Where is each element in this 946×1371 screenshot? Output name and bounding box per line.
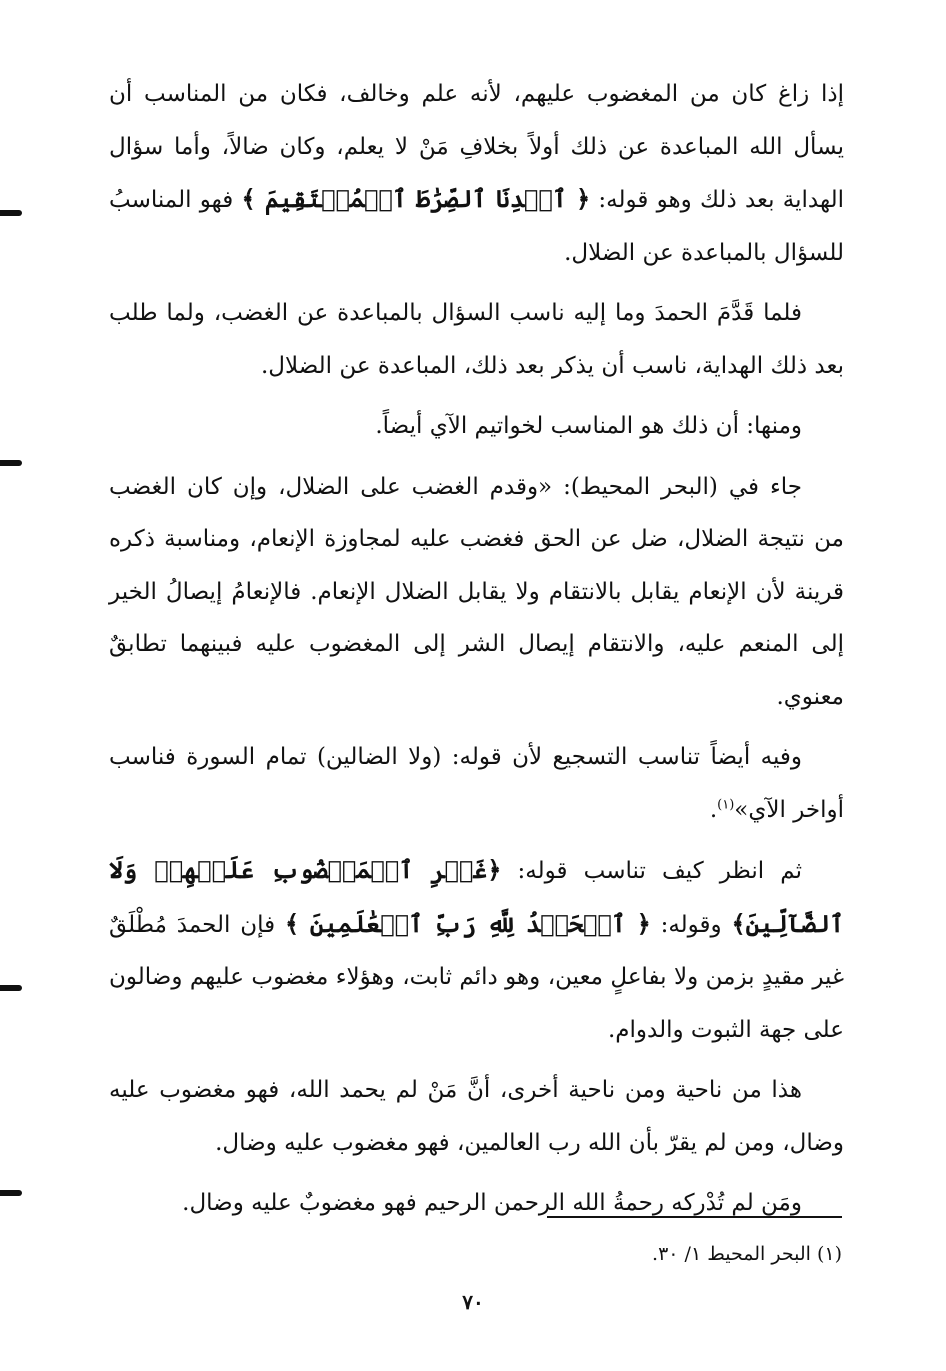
quran-verse-ghayril-maghdub: ﴿غَيۡرِ ٱلۡمَغۡضُوبِ عَلَيۡهِمۡ وَلَا ٱلضَّآلِّينَ﴾ [109,855,844,938]
binding-mark-4 [0,1190,22,1196]
paragraph-5-end: . [709,796,718,823]
paragraph-1-text-b: فهو المناسبُ للسؤال بالمباعدة عن الضلال. [109,187,844,266]
body-text [109,68,844,1230]
binding-mark-1 [0,210,22,216]
binding-mark-2 [0,460,22,466]
paragraph-6-text-c: فإن الحمدَ مُطْلَقٌ غير مقيدٍ بزمن ولا بفاعلٍ معين، وهو دائم ثابت، وهؤلاء مغضوب عليهم وضالون على جهة الثبوت والدوام. [109,911,844,1043]
paragraph-3-text: ومنها: أن ذلك هو المناسب لخواتيم الآي أيضاً. [375,413,802,439]
quran-verse-alhamdu: ﴿ ٱلۡحَمۡدُ لِلَّهِ رَبِّ ٱلۡعَٰلَمِينَ ﴾ [284,908,651,938]
paragraph-2 [109,287,844,392]
paragraph-7 [109,1064,844,1169]
paragraph-8-text: ومَن لم تُدْركه رحمةُ الله الرحمن الرحيم فهو مغضوبٌ عليه وضال. [182,1190,802,1216]
binding-mark-3 [0,985,22,991]
quran-verse-ihdina: ﴿ ٱهۡدِنَا ٱلصِّرَٰطَ ٱلۡمُسۡتَقِيمَ ﴾ [241,184,591,213]
paragraph-3 [109,400,844,453]
paragraph-1 [109,68,844,279]
paragraph-4-text: جاء في (البحر المحيط): «وقدم الغضب على الضلال، وإن كان الغضب من نتيجة الضلال، ضل عن الحق فغضب عليه لمجاوزة الإنعام، ومناسبة ذكره قرينة لأن الإنعام يقابل بالانتقام ولا يقابل الضلال الإنعام. فالإنعامُ إيصالُ الخير إلى المنعم عليه، والانتقام إيصال الشر إلى المغضوب عليه فبينهما تطابقٌ معنوي. [109,473,844,710]
paragraph-6 [109,844,844,1056]
paragraph-8 [109,1177,844,1230]
paragraph-4 [109,461,844,724]
footnote: (١) البحر المحيط ١/ ٣٠. [652,1243,842,1265]
paragraph-7-text: هذا من ناحية ومن ناحية أخرى، أنَّ مَنْ لم يحمد الله، فهو مغضوب عليه وضال، ومن لم يقرّ بأن الله رب العالمين، فهو مغضوب عليه وضال. [109,1077,844,1156]
footnote-divider [547,1216,842,1218]
paragraph-1-text-a: إذا زاغ كان من المغضوب عليهم، لأنه علم وخالف، فكان من المناسب أن يسأل الله المباعدة عن ذلك أولاً بخلافِ مَنْ لا يعلم، وكان ضالاً، وأما سؤال الهداية بعد ذلك وهو قوله: [109,81,844,213]
paragraph-6-text-a: ثم انظر كيف تناسب قوله: [501,858,802,884]
page-number: ٧٠ [462,1290,484,1314]
footnote-reference: (١) [717,796,735,812]
paragraph-2-text: فلما قَدَّمَ الحمدَ وما إليه ناسب السؤال بالمباعدة عن الغضب، ولما طلب بعد ذلك الهداية، ناسب أن يذكر بعد ذلك، المباعدة عن الضلال. [109,300,844,379]
paragraph-6-text-b: وقوله: [650,911,732,938]
paragraph-5-text: وفيه أيضاً تناسب التسجيع لأن قوله: (ولا الضالين) تمام السورة فناسب أواخر الآي» [109,744,844,823]
paragraph-5 [109,731,844,836]
